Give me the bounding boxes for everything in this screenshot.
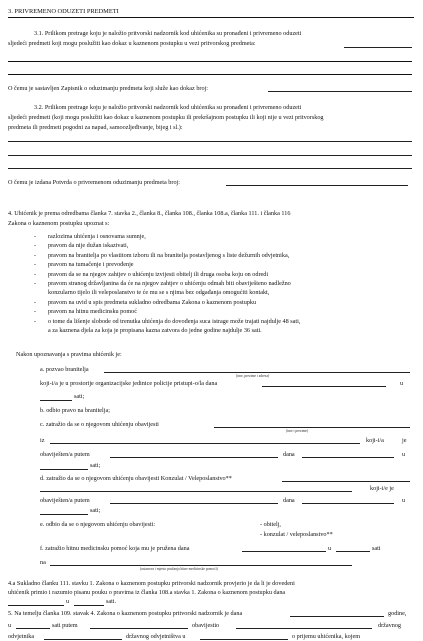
branitelj-hint: (ime, prezime i adresa) — [236, 374, 270, 378]
rights-item: a za kaznena djela za koja je propisana kazna zatvora do jedne godine najdulje 36 sati. — [48, 327, 262, 334]
c-iz-label: iz — [40, 437, 45, 444]
potvrda-number-field[interactable] — [226, 185, 408, 186]
s5-date-field[interactable] — [290, 616, 384, 617]
c-dana-label: dana — [283, 451, 295, 458]
potvrda-label: O čemu je izdana Potvrda o privremenom oduzimanju predmeta broj: — [8, 179, 180, 186]
bullet-dash: - — [34, 251, 37, 259]
p31-answer-field[interactable] — [344, 47, 412, 48]
d-date-field[interactable] — [302, 503, 394, 504]
s5-office-field[interactable] — [200, 639, 288, 640]
s5-godine-label: godine, — [388, 610, 407, 617]
d-obav-label: obaviješten/a putem — [40, 497, 90, 504]
4a-time-field[interactable] — [74, 605, 104, 606]
c-obav-label: obaviješten/a putem — [40, 451, 90, 458]
bullet-dash: - — [34, 308, 37, 316]
bullet-dash: - — [34, 280, 37, 287]
branitelj-field[interactable] — [104, 372, 410, 373]
rights-item: pravom da se na njegov zahtjev o uhićenju izvijesti obitelj ili druga osoba koju on odredi — [48, 270, 269, 278]
option-b-label: b. odbio pravo na branitelja; — [40, 407, 110, 414]
s5-drzavnog-label: državnog — [378, 622, 402, 629]
d-dana-label: dana — [283, 497, 295, 504]
c-time-field[interactable] — [40, 469, 88, 470]
c-date-field[interactable] — [302, 457, 394, 458]
a-u-label: u — [400, 380, 404, 387]
bullet-dash: - — [34, 298, 37, 306]
option-a-label: a. pozvao branitelja — [40, 366, 89, 373]
section-4a-line1: 4.a Sukladno članku 111. stavku 1. Zakona o kaznenom postupku pritvorski nadzornik provjerio je da li je dovedeni — [8, 580, 295, 587]
rights-item: pravom na branitelja po vlastitom izboru ili na branitelja postavljenog s liste dežurnih odvjetnika, — [48, 251, 290, 259]
a-date-field[interactable] — [262, 386, 386, 387]
option-c-label: c. zatražio da se o njegovom uhićenju obavijesti — [40, 421, 159, 428]
section-3-title: 3. PRIVREMENO ODUZETI PREDMETI — [8, 8, 119, 15]
option-a-row2: koji-i/a je u prostorije organizacijske jedinice policije pristupi-o/la dana — [40, 380, 218, 387]
zapisnik-label: O čemu je sastavljen Zapisnik o oduzimanju predmeta koji služe kao dokaz broj: — [8, 85, 209, 92]
s5-putem-label: sati putem — [52, 622, 78, 629]
c-via-field[interactable] — [110, 457, 278, 458]
c-person-field[interactable] — [214, 427, 410, 428]
d-u-label: u — [402, 497, 406, 504]
c-je-label: je — [402, 437, 407, 444]
c-sati-label: sati; — [90, 462, 101, 469]
s5-via-field[interactable] — [90, 628, 188, 629]
p32-answer-line[interactable] — [8, 155, 412, 156]
f-sati-label: sati — [372, 545, 381, 552]
s5-time-field[interactable] — [16, 628, 50, 629]
bullet-dash: - — [34, 261, 37, 269]
na-label: na — [40, 559, 46, 566]
c-address-field[interactable] — [50, 443, 360, 444]
c-person-hint: (ime i prezime) — [286, 429, 309, 433]
rights-item: pravom na hitnu medicinsku pomoć — [48, 308, 138, 316]
section-4-intro-line2: Zakona o kaznenom postupku upoznat s: — [8, 220, 110, 227]
bullet-dash: - — [34, 270, 37, 278]
f-u-label: u — [328, 545, 332, 552]
section-4a-line2: uhićenik primio i razumio pisanu pouku o pravima iz članka 108.a stavka 1. Zakona o kaznenom postupku dana — [8, 589, 286, 596]
c-u-label: u — [402, 451, 406, 458]
section-5-row1: 5. Na temelju članka 109. stavak 4. Zakona o kaznenom postupku pritvorski nadzornik je dana — [8, 610, 243, 617]
option-e-label: e. odbio da se o njegovom uhićenju obavijesti: — [40, 521, 156, 528]
bullet-dash: - — [34, 242, 37, 250]
section-divider — [8, 17, 414, 18]
a-sati-label: sati; — [74, 393, 85, 400]
p32-answer-line[interactable] — [8, 168, 412, 169]
s5-obavijestio-label: obavijestio — [192, 622, 220, 629]
p31-answer-line[interactable] — [8, 74, 412, 75]
s5-attorney-field[interactable] — [44, 639, 122, 640]
nakon-label: Nakon upoznavanja s pravima uhićenik je: — [16, 351, 122, 358]
4a-u-label: u — [66, 598, 70, 605]
d-via-field[interactable] — [110, 503, 278, 504]
s5-person-field[interactable] — [236, 628, 372, 629]
f-date-field[interactable] — [242, 551, 326, 552]
zapisnik-number-field[interactable] — [268, 91, 412, 92]
section-4-intro-line1: 4. Uhićenik je prema odredbama članka 7. stavka 2., članka 8., članka 108., članka 108.a, članka 111. i članka 116 — [8, 210, 291, 217]
e-option-consulate: - konzulat / veleposlanstvo** — [260, 531, 333, 538]
rights-item: pravom stranog državljanina da će na njegov zahtjev o uhićenju odmah biti obaviješteno nadležno — [48, 280, 291, 287]
rights-item: pravom na uvid u spis predmeta sukladno odredbama Zakona o kaznenom postupku — [48, 298, 257, 306]
s5-prijem-label: o prijemu uhićenika, kojem — [292, 633, 361, 640]
p32-answer-line[interactable] — [8, 141, 412, 142]
d-time-field[interactable] — [40, 514, 88, 515]
p32-line2: sljedeći predmeti (koji mogu poslužiti kao dokaz u kaznenom postupku ili prekršajnom postupku ili koji nije u vezi pritvorskog — [8, 114, 324, 121]
rights-item: o tome da lišenje slobode od trenutka uhićenja do dovođenja suca istrage može trajati najdulje 48 sati, — [48, 317, 301, 325]
rights-item: razlozima uhićenja i osnovama sumnje, — [48, 233, 146, 240]
s5-odvjetnika-label: odvjetnika — [8, 633, 35, 640]
bullet-dash: - — [34, 317, 37, 325]
p31-line1: 3.1. Prilikom pretrage koju je naložio pritvorski nadzornik kod uhićenika su pronađeni i privremeno oduzeti — [34, 30, 302, 37]
p31-line2: sljedeći predmeti koji mogu poslužiti kao dokaz u kaznenom postupku u vezi pritvorskog predmeta: — [8, 40, 256, 47]
c-koji-label: koji-i/a — [366, 437, 384, 444]
d-consulate-field[interactable] — [282, 481, 410, 482]
rights-item: pravom na tumačenje i prevođenje — [48, 261, 134, 269]
p31-answer-line[interactable] — [8, 61, 412, 62]
4a-sati-label: sati. — [106, 598, 117, 605]
f-institution-hint: (ustanova i mjesto pružanja hitne medicinske pomoći) — [140, 567, 218, 571]
s5-u-label: u — [8, 622, 12, 629]
d-sati-label: sati; — [90, 507, 101, 514]
a-time-field[interactable] — [40, 400, 72, 401]
d-koji-je-label: koji-i/e je — [370, 485, 394, 492]
f-time-field[interactable] — [336, 551, 370, 552]
rights-item: konzularno tijelo ili veleposlanstvo te će mu se s njima bez odgađanja omogućiti kontakt, — [48, 289, 270, 297]
e-option-family: - obitelj, — [260, 521, 281, 528]
s5-odvjetnistvo-label: državnog odvjetništva u — [126, 633, 186, 640]
p32-line3: predmeta ili predmeti pogodni za napad, samoozljeđivanje, bijeg i sl.): — [8, 124, 183, 131]
f-institution-field[interactable] — [50, 565, 352, 566]
option-f-label: f. zatražio hitnu medicinsku pomoć koja mu je pružena dana — [40, 545, 190, 552]
p32-line1: 3.2. Prilikom pretrage koju je naložio pritvorski nadzornik kod uhićenika su pronađeni i privremeno oduzeti — [34, 104, 302, 111]
rights-item: pravom da nije dužan iskazivati, — [48, 242, 129, 250]
option-d-label: d. zatražio da se o njegovom uhićenju obavijesti Konzulat / Veleposlanstvo** — [40, 475, 232, 482]
bullet-dash: - — [34, 233, 37, 240]
d-address-field[interactable] — [40, 491, 352, 492]
4a-date-field[interactable] — [8, 605, 64, 606]
